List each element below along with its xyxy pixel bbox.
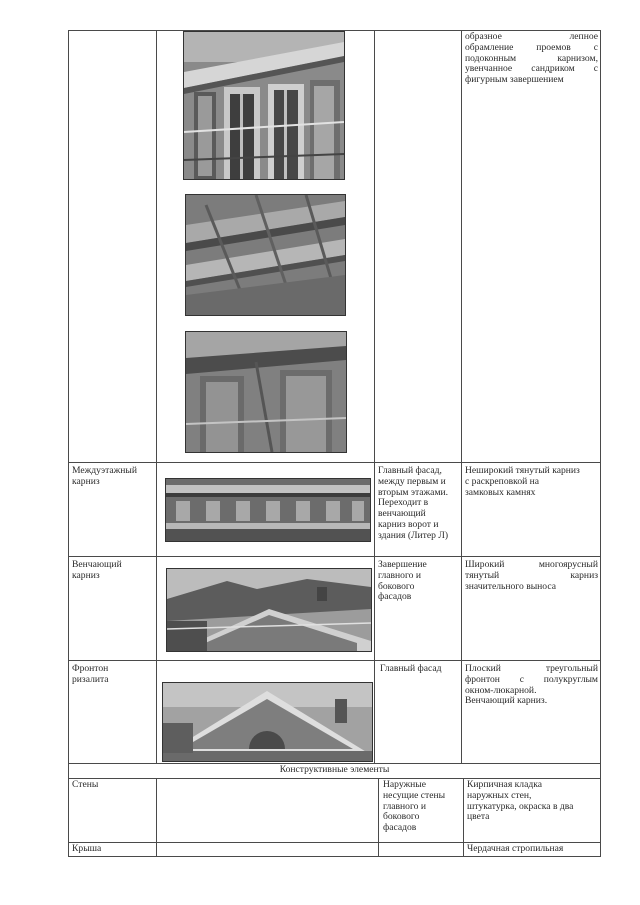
text-line: между первым и <box>378 475 446 487</box>
text-line: значительного выноса <box>465 580 556 592</box>
text-line: несущие стены <box>383 789 446 801</box>
table-border-col1 <box>156 30 157 763</box>
text-line: карниз ворот и <box>378 518 439 530</box>
fronton-location <box>380 664 460 675</box>
steny-location <box>383 780 461 834</box>
text-line: Завершение <box>378 559 427 570</box>
krysha-description <box>467 844 598 855</box>
text-line: бокового <box>378 580 415 592</box>
text-line: окном-люкарной. <box>465 684 537 696</box>
table-border-col2 <box>374 30 375 763</box>
text-line: Наружные <box>383 779 426 790</box>
krysha-name <box>72 844 154 855</box>
fronton-name <box>72 664 154 686</box>
text-line: Венчающий карниз. <box>465 695 548 707</box>
text-line: главного и <box>383 800 426 812</box>
venchayushchy-location <box>378 560 460 603</box>
text-line: Чердачная стропильная <box>467 843 564 854</box>
text-line: карниз <box>72 569 100 581</box>
top-description <box>465 32 598 86</box>
mezhduetazhny-description <box>465 466 598 498</box>
row-divider-1 <box>68 462 601 463</box>
text-line: Стены <box>72 779 99 790</box>
text-line: с раскреповкой на <box>465 475 540 487</box>
window-sill-detail-photo <box>185 331 347 453</box>
text-line: Кирпичная кладка <box>467 779 542 790</box>
text-line: Переходит в <box>378 497 429 509</box>
section-header: Конструктивные элементы <box>279 764 390 775</box>
table-border-col1-lower <box>156 778 157 857</box>
table-border-col3-lower <box>463 778 464 857</box>
mezhduetazhny-location <box>378 466 460 542</box>
text-line: карниз <box>72 475 100 487</box>
text-line: Венчающий <box>72 559 122 570</box>
window-frame-photo <box>183 31 345 180</box>
text-line: обрамление проемов с <box>465 41 598 53</box>
text-line: цвета <box>467 811 490 823</box>
mezhduetazhny-name <box>72 466 154 488</box>
text-line: Междуэтажный <box>72 465 137 476</box>
text-line: Главный фасад, <box>378 465 442 476</box>
text-line: главного и <box>378 569 421 581</box>
text-line: подоконным карнизом, <box>465 52 598 64</box>
text-line: Фронтон <box>72 663 109 674</box>
row-divider-3 <box>68 660 601 661</box>
text-line: замковых камнях <box>465 486 536 498</box>
row-divider-2 <box>68 556 601 557</box>
venchayushchy-name <box>72 560 154 582</box>
interfloor-cornice-photo <box>165 478 371 542</box>
text-line: увенчанное сандриком с <box>465 63 598 75</box>
text-line: Крыша <box>72 843 102 854</box>
table-border-bottom <box>68 856 601 857</box>
table-border-right <box>600 30 601 857</box>
fronton-description <box>465 664 598 707</box>
cornice-detail-photo <box>185 194 346 316</box>
text-line: фронтон с полукруглым <box>465 673 598 685</box>
text-line: фасадов <box>383 822 417 834</box>
text-line: Главный фасад <box>380 663 442 674</box>
text-line: ризалита <box>72 673 109 685</box>
text-line: Неширокий тянутый карниз <box>465 465 580 476</box>
text-line: образное лепное <box>465 31 598 42</box>
text-line: венчающий <box>378 508 426 520</box>
steny-description <box>467 780 598 823</box>
venchayushchy-description <box>465 560 598 592</box>
crowning-cornice-photo <box>166 568 372 652</box>
text-line: фигурным завершением <box>465 74 564 86</box>
text-line: Широкий многоярусный <box>465 559 598 570</box>
pediment-photo <box>162 682 373 762</box>
steny-name <box>72 780 154 791</box>
text-line: штукатурка, окраска в два <box>467 800 574 812</box>
table-border-col3 <box>461 30 462 763</box>
text-line: вторым этажами. <box>378 486 449 498</box>
text-line: здания (Литер Л) <box>378 529 449 541</box>
text-line: тянутый карниз <box>465 569 598 581</box>
text-line: Плоский треугольный <box>465 663 598 674</box>
table-border-col2-lower <box>378 778 379 857</box>
text-line: бокового <box>383 811 420 823</box>
table-border-left <box>68 30 69 857</box>
text-line: фасадов <box>378 591 412 603</box>
text-line: наружных стен, <box>467 789 532 801</box>
